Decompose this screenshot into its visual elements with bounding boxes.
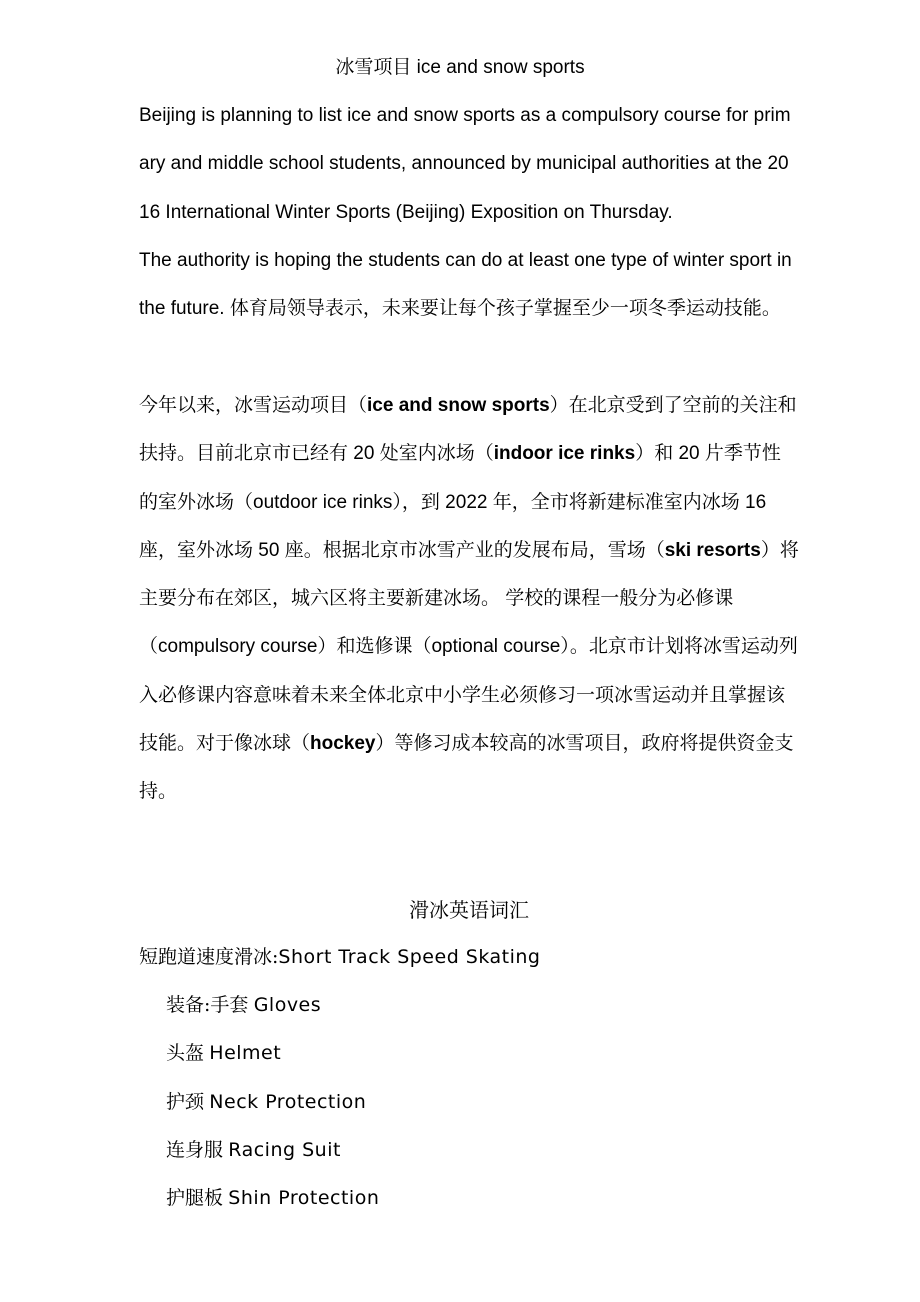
- item-en: Neck Protection: [209, 1091, 367, 1113]
- item-en: Shin Protection: [228, 1187, 380, 1209]
- vocabulary-item: [166, 990, 321, 1021]
- term-hockey: hockey: [310, 733, 376, 755]
- category-en: Short Track Speed Skating: [278, 946, 541, 968]
- vocabulary-item: [166, 1135, 341, 1166]
- vocabulary-item: [166, 1038, 281, 1069]
- vocabulary-item: [166, 1087, 366, 1118]
- item-cn: 护颈: [166, 1091, 205, 1113]
- term-ice-and-snow-sports: ice and snow sports: [367, 395, 550, 416]
- article-title: 冰雪项目 ice and snow sports: [335, 57, 585, 78]
- item-cn: 头盔: [166, 1042, 205, 1064]
- p3-text-2: ）在北京受到了空前的关注和扶持。目前北京市已经有 20 处室内冰场（: [139, 395, 797, 465]
- vocabulary-item: [166, 1183, 379, 1214]
- item-en: Racing Suit: [228, 1139, 341, 1161]
- item-cn: 装备:手套: [166, 994, 249, 1016]
- category-cn: 短跑道速度滑冰:: [139, 946, 279, 968]
- item-en: Gloves: [253, 994, 322, 1016]
- vocabulary-title: 滑冰英语词汇: [409, 898, 529, 922]
- p3-text-5: ）等修习成本较高的冰雪项目，政府将提供资金支持。: [139, 733, 794, 803]
- p3-text-1: 今年以来，冰雪运动项目（: [139, 395, 368, 416]
- p3-text-3: ）和 20 片季节性的室外冰场（outdoor ice rinks），到 2022 年，全市将新建标准室内冰场 16 座，室外冰场 50 座。根据北京市冰雪产业的发展布局，雪场（: [139, 443, 781, 561]
- item-cn: 护腿板: [166, 1187, 224, 1209]
- paragraph-authority-goal: The authority is hoping the students can do at least one type of winter sport in the future. 体育局领导表示，未来要让每个孩子掌握至少一项冬季运动技能。: [139, 250, 792, 320]
- term-indoor-ice-rinks: indoor ice rinks: [493, 443, 636, 465]
- p3-text-4: ）将主要分布在郊区，城六区将主要新建冰场。 学校的课程一般分为必修课（compulsory course）和选修课（optional course）。北京市计划将冰雪运动列入必修课内容意味着未来全体北京中小学生必须修习一项冰雪运动并且掌握该技能。对于像冰球（: [139, 539, 799, 755]
- item-en: Helmet: [209, 1042, 282, 1064]
- paragraph-chinese-details: [139, 382, 799, 817]
- vocabulary-category: [139, 942, 541, 973]
- paragraph-english-intro: Beijing is planning to list ice and snow sports as a compulsory course for primary and middle school students, announced by municipal authorities at the 2016 International Winter Sports (Beijing) Exposition on Thursday.: [139, 105, 791, 223]
- item-cn: 连身服: [166, 1139, 224, 1161]
- term-ski-resorts: ski resorts: [664, 539, 761, 561]
